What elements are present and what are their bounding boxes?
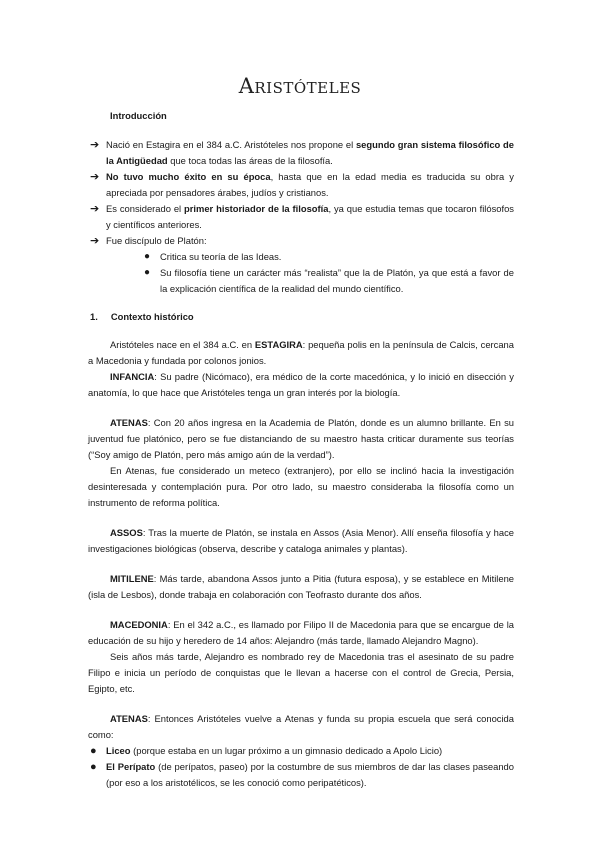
page-title: Aristóteles — [238, 74, 362, 98]
bullet-icon: ● — [144, 251, 151, 262]
paragraph-macedonia: MACEDONIA: En el 342 a.C., es llamado por Filipo II de Macedonia para que se encargue de la educación de su hijo y heredero de 14 años: Alejandro (más tarde, llamado Alejandro Magno). — [88, 619, 514, 646]
list-item: ➔ Nació en Estagira en el 384 a.C. Aristóteles nos propone el segundo gran sistema filosófico de la Antigüedad que toca todas las áreas de la filosofía. — [90, 139, 514, 166]
bullet-icon: ● — [144, 267, 151, 278]
list-item: ● El Perípato (de perípatos, paseo) por la costumbre de sus miembros de dar las clases paseando (por eso a los aristotélicos, se les conoció como peripatéticos). — [90, 761, 514, 788]
paragraph-mitilene: MITILENE: Más tarde, abandona Assos junto a Pitia (futura esposa), y se establece en Mitilene (isla de Lesbos), donde trabaja en colaboración con Teofrasto durante dos años. — [88, 573, 514, 600]
paragraph-macedonia-alejandro: Seis años más tarde, Alejandro es nombrado rey de Macedonia tras el asesinato de su padre Filipo e inicia un período de conquistas que le llevan a hacerse con el control de Grecia, Persia, Egipto, etc. — [88, 651, 514, 694]
arrow-bullet-icon: ➔ — [90, 203, 100, 215]
arrow-bullet-icon: ➔ — [90, 139, 100, 151]
document-body — [88, 108, 514, 791]
intro-heading: Introducción — [110, 110, 167, 121]
arrow-bullet-icon: ➔ — [90, 171, 100, 183]
bullet-icon: ● — [90, 745, 97, 757]
intro-list — [88, 137, 514, 297]
section-heading — [88, 309, 514, 325]
list-item: ● Su filosofía tiene un carácter más “realista” que la de Platón, ya que está a favor de la explicación científica de la realidad del mundo científico. — [144, 267, 514, 294]
school-list — [88, 743, 514, 791]
paragraph-infancia: INFANCIA: Su padre (Nicómaco), era médico de la corte macedónica, y lo inició en disección y anatomía, lo que hace que Aristóteles tenga un gran interés por la biología. — [88, 371, 514, 398]
section-number: 1. — [90, 311, 98, 322]
bullet-icon: ● — [90, 761, 97, 773]
list-item: ➔ No tuvo mucho éxito en su época, hasta que en la edad media es traducida su obra y apreciada por pensadores árabes, judíos y cristianos. — [90, 171, 514, 198]
list-item: ● Liceo (porque estaba en un lugar próximo a un gimnasio dedicado a Apolo Licio) — [90, 745, 443, 757]
paragraph-atenas-meteco: En Atenas, fue considerado un meteco (extranjero), por ello se inclinó hacia la investigación desinteresada y contemplación pura. Por otro lado, su maestro consideraba la filosofía como un instrumento de reforma política. — [88, 465, 514, 508]
paragraph-atenas: ATENAS: Con 20 años ingresa en la Academia de Platón, donde es un alumno brillante. En su juventud fue platónico, pero se fue distanciando de su maestro hasta criticar duramente sus teorías (“Soy amigo de Platón, pero más amigo aún de la verdad”). — [88, 417, 514, 460]
list-item: ● Critica su teoría de las Ideas. — [144, 249, 514, 265]
list-item: ➔ Es considerado el primer historiador de la filosofía, ya que estudia temas que tocaron filósofos y científicos anteriores. — [90, 203, 514, 230]
paragraph-atenas-escuela: ATENAS: Entonces Aristóteles vuelve a Atenas y funda su propia escuela que será conocida como: — [88, 713, 514, 740]
paragraph-estagira: Aristóteles nace en el 384 a.C. en ESTAGIRA: pequeña polis en la península de Calcis, cercana a Macedonia y fundada por colonos jonios. — [88, 339, 514, 366]
arrow-bullet-icon: ➔ — [90, 235, 100, 247]
list-item: ➔ Fue discípulo de Platón: ● Critica su teoría de las Ideas. ● Su filosofía tiene un carácter más “realista” que la de Platón, ya que está a favor de la explicación científica de la realidad del mundo científico. — [88, 233, 514, 297]
plato-sublist — [106, 249, 514, 297]
section-title: Contexto histórico — [110, 311, 194, 322]
paragraph-assos: ASSOS: Tras la muerte de Platón, se instala en Assos (Asia Menor). Allí enseña filosofía y hace investigaciones biológicas (observa, describe y cataloga animales y plantas). — [88, 527, 514, 554]
